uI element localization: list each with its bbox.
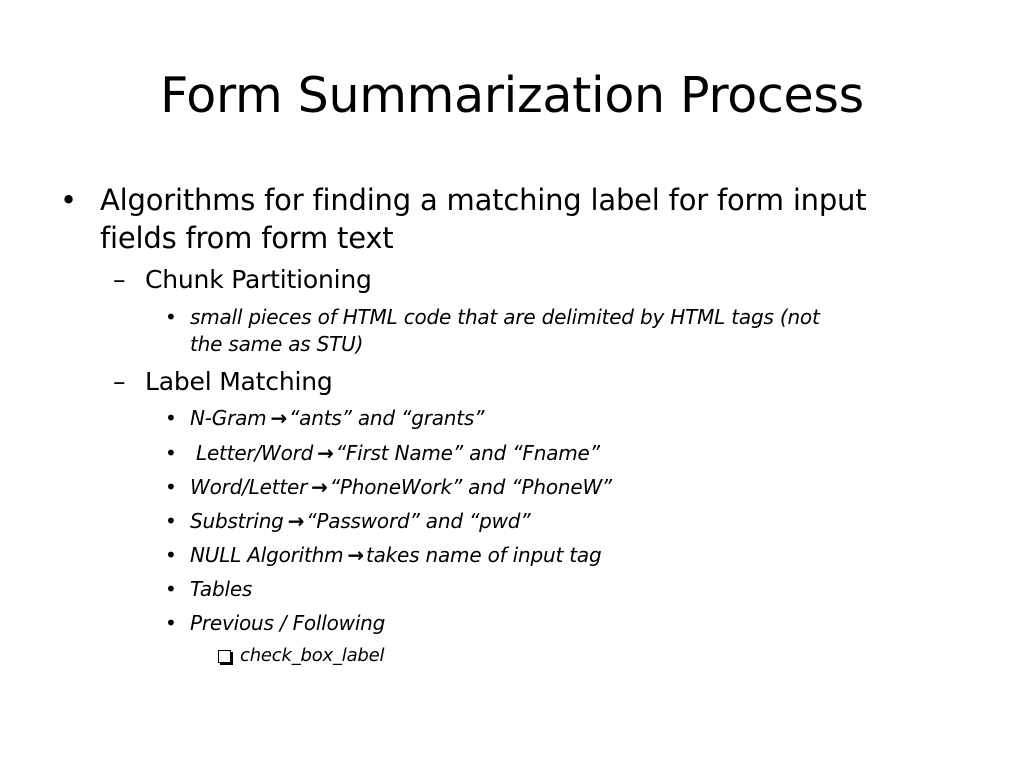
checkbox-item-label: check_box_label (240, 645, 385, 666)
bullet-icon: • (165, 475, 177, 499)
main-bullet-line-2: fields from form text (100, 221, 394, 255)
algorithm-tables: Tables (190, 577, 253, 601)
algorithm-name: NULL Algorithm (190, 543, 344, 567)
main-bullet-line-1: Algorithms for finding a matching label for form input (100, 183, 867, 217)
bullet-icon: • (165, 577, 177, 601)
arrow-right-icon: → (347, 543, 364, 567)
dash-icon: – (113, 265, 126, 294)
subitem-chunk-partitioning: Chunk Partitioning (145, 265, 372, 294)
algorithm-letter-word (196, 439, 600, 467)
checkbox-icon (218, 650, 231, 663)
chunk-detail-line-1: small pieces of HTML code that are delimited by HTML tags (not (190, 305, 820, 329)
algorithm-name: N-Gram (190, 406, 267, 430)
algorithm-example: “ants” and “grants” (289, 406, 485, 430)
algorithm-example: “PhoneWork” and “PhoneW” (329, 475, 612, 499)
algorithm-name: Word/Letter (190, 475, 308, 499)
arrow-right-icon: → (311, 475, 328, 499)
arrow-right-icon: → (317, 441, 334, 465)
subitem-label-matching: Label Matching (145, 367, 333, 396)
bullet-icon: • (165, 441, 177, 465)
arrow-right-icon: → (287, 509, 305, 533)
algorithm-example: “First Name” and “Fname” (335, 441, 600, 465)
slide-title: Form Summarization Process (160, 67, 864, 124)
algorithm-previous-following: Previous / Following (190, 611, 386, 635)
arrow-right-icon: → (270, 406, 287, 430)
algorithm-name: Letter/Word (196, 441, 314, 465)
bullet-icon: • (60, 183, 78, 217)
algorithm-word-letter (190, 473, 612, 501)
algorithm-substring (190, 507, 530, 535)
algorithm-null (190, 541, 601, 569)
algorithm-example: takes name of input tag (365, 543, 602, 567)
dash-icon: – (113, 367, 126, 396)
bullet-icon: • (165, 611, 177, 635)
bullet-icon: • (165, 406, 177, 430)
bullet-icon: • (165, 305, 177, 329)
algorithm-ngram (190, 404, 484, 432)
bullet-icon: • (165, 509, 177, 533)
algorithm-example: “Password” and “pwd” (306, 509, 531, 533)
algorithm-name: Substring (190, 509, 284, 533)
bullet-icon: • (165, 543, 177, 567)
chunk-detail-line-2: the same as STU) (190, 332, 364, 356)
